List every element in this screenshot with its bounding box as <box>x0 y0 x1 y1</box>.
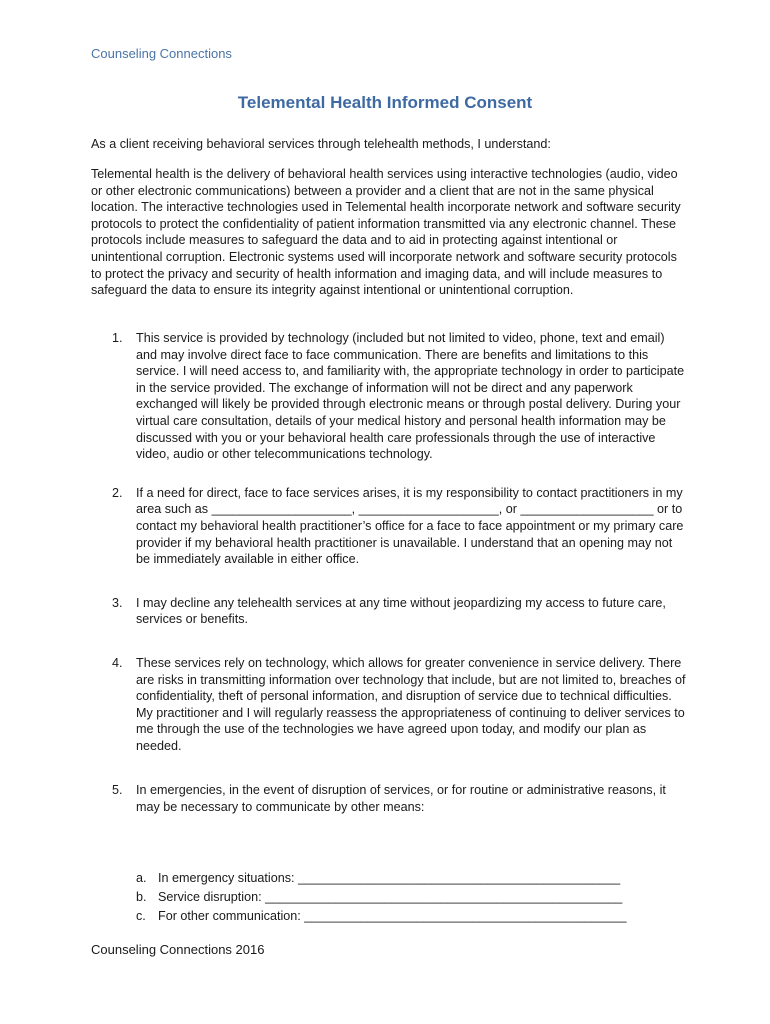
intro-text: As a client receiving behavioral services through telehealth methods, I understand: <box>91 137 551 151</box>
consent-item-5 <box>91 782 687 815</box>
contact-other <box>136 907 696 926</box>
page-footer: Counseling Connections 2016 <box>91 942 265 957</box>
consent-items <box>91 330 687 816</box>
item-text: I may decline any telehealth services at any time without jeopardizing my access to future care, services or benefits. <box>136 595 666 627</box>
subitem-text: In emergency situations: ______________________________________________ <box>158 871 621 885</box>
definition-paragraph: Telemental health is the delivery of behavioral health services using interactive technologies (audio, video or other electronic communications) between a provider and a client that are not in the same physical location. The interactive technologies used in Telemental health incorporate network and software security protocols to protect the confidentiality of patient information transmitted via any electronic channel. These protocols include measures to safeguard the data and to aid in protecting against intentional or unintentional corruption. Electronic systems used will incorporate network and software security protocols to protect the privacy and security of health information and imaging data, and will include measures to safeguard the data to ensure its integrity against intentional or unintentional corruption. <box>91 167 681 298</box>
consent-item-3 <box>91 595 687 628</box>
subitem-letter: c. <box>136 909 146 923</box>
subitem-letter: b. <box>136 890 147 904</box>
consent-item-4 <box>91 655 687 755</box>
item-text: In emergencies, in the event of disruption of services, or for routine or administrative reasons, it may be necessary to communicate by other means: <box>136 783 666 815</box>
item-number: 3. <box>112 595 123 610</box>
item-text: These services rely on technology, which allows for greater convenience in service delivery. There are risks in transmitting information over technology that include, but are not limited to, breaches of confidentiality, theft of personal information, and disruption of service due to technical difficulties. My practitioner and I will regularly reassess the appropriateness of continuing to deliver services to me through the use of the technologies we have agreed upon today, and modify our plan as needed. <box>136 655 686 753</box>
item-text: This service is provided by technology (included but not limited to video, phone, text and email) and may involve direct face to face communication. There are benefits and limitations to this service. I will need access to, and familiarity with, the appropriate technology in order to participate in the service provided. The exchange of information will not be direct and any paperwork exchanged will likely be provided through electronic means or through postal delivery. During your virtual care consultation, details of your medical history and personal health information may be discussed with you or your behavioral health care professionals through the use of interactive video, audio or other telecommunications technology. <box>136 331 685 462</box>
item-number: 5. <box>112 783 123 798</box>
contact-emergency <box>136 869 696 888</box>
subitem-text: Service disruption: ___________________________________________________ <box>158 890 623 904</box>
subitem-text: For other communication: ______________________________________________ <box>158 909 627 923</box>
contact-methods-list <box>136 869 696 926</box>
item-number: 2. <box>112 485 123 500</box>
consent-item-2 <box>91 485 687 568</box>
consent-item-1 <box>91 330 687 463</box>
item-number: 1. <box>112 331 123 345</box>
contact-service-disruption <box>136 888 696 907</box>
item-number: 4. <box>112 655 123 670</box>
subitem-letter: a. <box>136 871 147 885</box>
page-title: Telemental Health Informed Consent <box>237 93 533 112</box>
item-text: If a need for direct, face to face services arises, it is my responsibility to contact practitioners in my area such as ____________________, ____________________, or ___________________ or to contact my behavioral health practitioner’s office for a face to face appointment or my primary care provider if my behavioral health practitioner is unavailable. I understand that an opening may not be immediately available in either office. <box>136 485 684 567</box>
page-header: Counseling Connections <box>91 46 232 61</box>
